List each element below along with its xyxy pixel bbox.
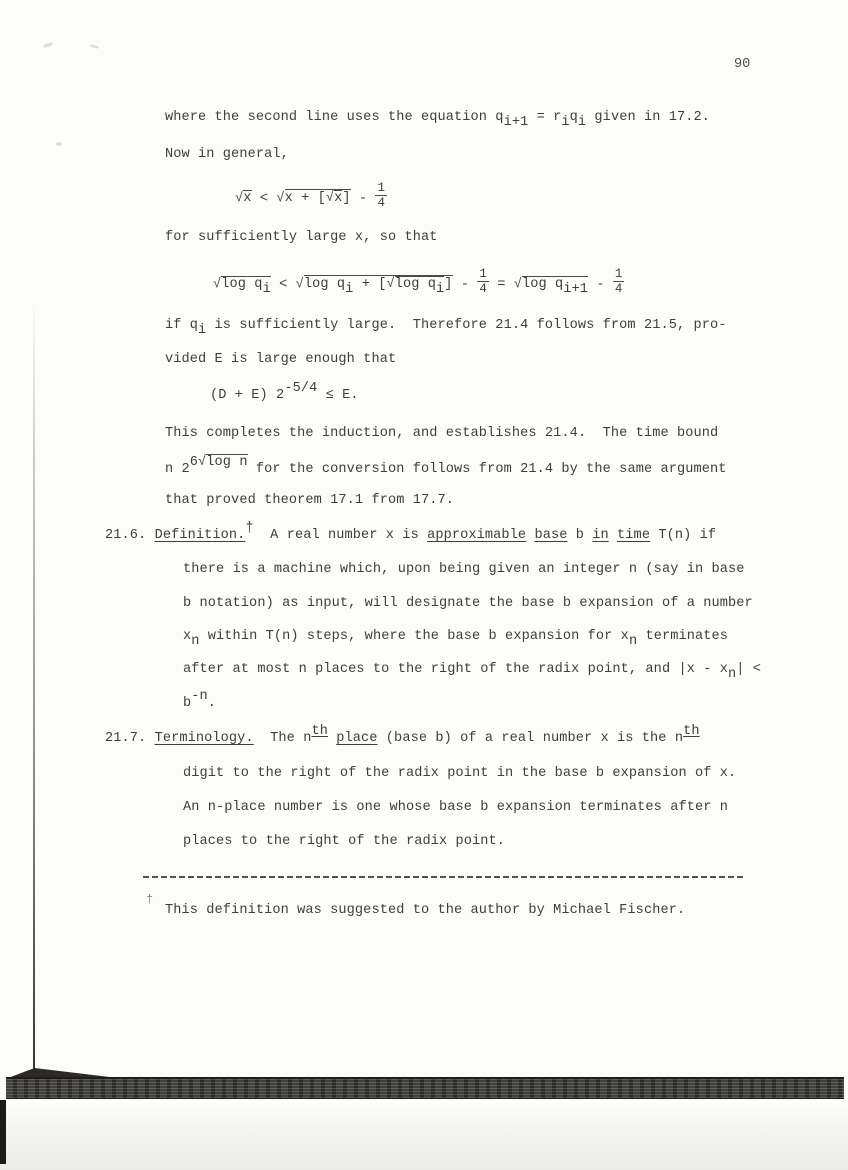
body-line: after at most n places to the right of the radix point, and |x - xn| < [183, 662, 762, 682]
body-line: that proved theorem 17.1 from 17.7. [165, 493, 455, 508]
footnote-text: This definition was suggested to the author by Michael Fischer. [165, 903, 686, 918]
scanner-background [0, 1099, 848, 1170]
dagger-icon: † [146, 893, 154, 907]
body-line: b-n. [183, 689, 217, 711]
page-number: 90 [734, 57, 751, 72]
terminology-21-7-heading: 21.7. Terminology. The nth place (base b) of a real number x is the nth [105, 724, 700, 746]
body-line: where the second line uses the equation qi+1 = riqi given in 17.2. [165, 110, 711, 130]
page-edge-line [33, 300, 35, 1076]
body-line: xn within T(n) steps, where the base b expansion for xn terminates [183, 629, 729, 649]
body-line: This completes the induction, and establishes 21.4. The time bound [165, 426, 719, 441]
body-line: b notation) as input, will designate the base b expansion of a number [183, 596, 753, 611]
body-line: there is a machine which, upon being given an integer n (say in base [183, 562, 745, 577]
scan-smudge [43, 41, 54, 48]
body-line-time-bound: n 26√log n for the conversion follows from 21.4 by the same argument [165, 455, 727, 477]
scan-smudge [90, 44, 99, 49]
scan-smudge [56, 142, 62, 146]
scan-edge-bar [0, 1100, 6, 1164]
equation-sqrt-x: √x < √x + [√x] - $\frac{1}{4}$ [235, 181, 386, 211]
body-line: for sufficiently large x, so that [165, 230, 438, 245]
body-line: Now in general, [165, 147, 289, 162]
equation-de-bound: (D + E) 2-5/4 ≤ E. [210, 381, 359, 403]
book-edge-band [6, 1077, 844, 1101]
body-line: places to the right of the radix point. [183, 834, 506, 849]
body-line: if qi is sufficiently large. Therefore 21.4 follows from 21.5, pro- [165, 318, 727, 338]
body-line: An n-place number is one whose base b expansion terminates after n [183, 800, 728, 815]
equation-sqrt-log: √log qi < √log qi + [√log qi] - $\frac{1}{4}$ = √log qi+1 - $\frac{1}{4}$ [213, 267, 623, 298]
body-line: digit to the right of the radix point in the base b expansion of x. [183, 766, 737, 781]
body-line: vided E is large enough that [165, 352, 397, 367]
definition-21-6-heading: 21.6. Definition.† A real number x is approximable base b in time T(n) if [105, 521, 717, 543]
footnote-divider [143, 876, 744, 878]
